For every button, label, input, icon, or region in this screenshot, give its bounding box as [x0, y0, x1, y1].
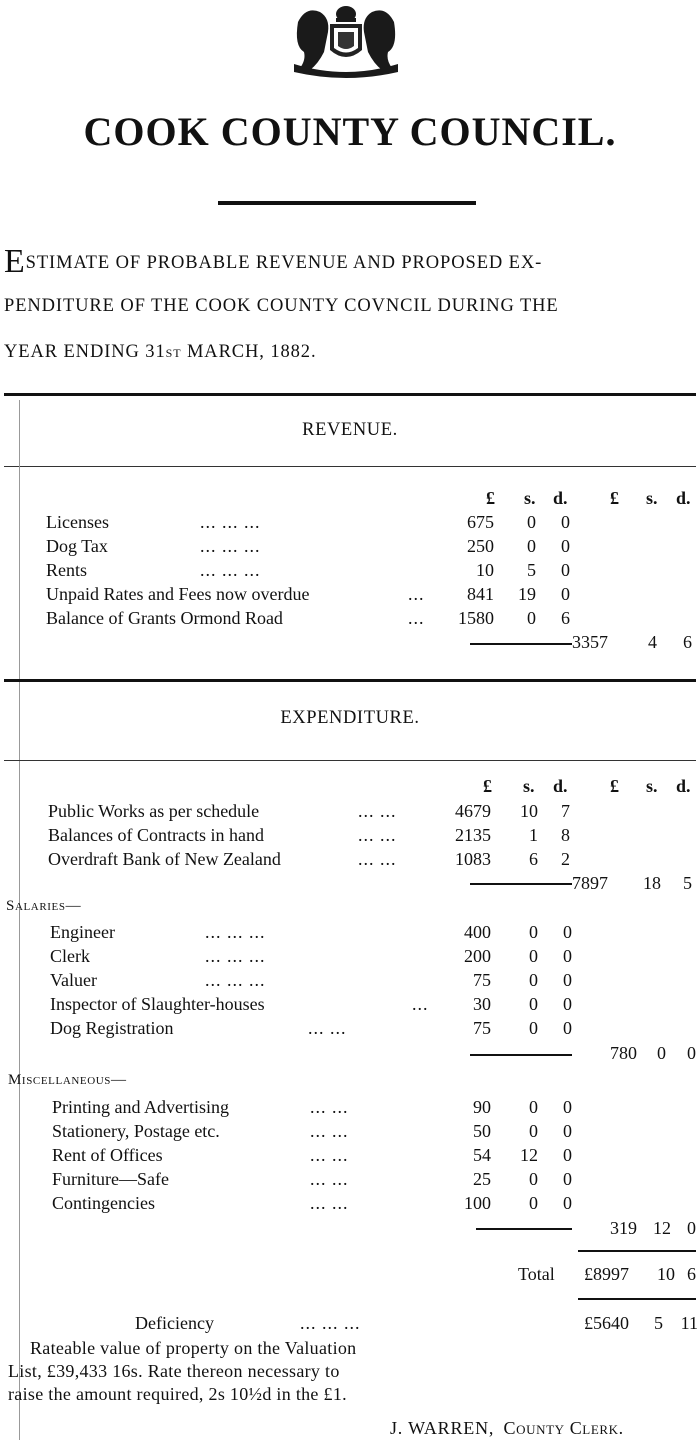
salaries-item-pounds: 75 [473, 970, 491, 990]
salaries-heading [0, 898, 700, 922]
salaries-item-pounds: 200 [464, 946, 491, 966]
salaries-row [0, 922, 700, 946]
revenue-total-pence: 6 [683, 632, 692, 652]
misc-item-dots: ... ... [310, 1193, 349, 1213]
misc-item-dots: ... ... [310, 1145, 349, 1165]
expenditure-item-pounds: 4679 [455, 801, 491, 821]
salaries-row [0, 970, 700, 994]
revenue-item-dots: ... ... ... [200, 536, 261, 556]
salaries-item-pounds: 75 [473, 1018, 491, 1038]
misc-row [0, 1193, 700, 1217]
shillings-header-total: s. [646, 776, 658, 796]
misc-row [0, 1145, 700, 1169]
pence-header-total: d. [676, 488, 691, 508]
salaries-row [0, 994, 700, 1018]
salaries-item-shillings: 0 [529, 1018, 538, 1038]
expenditure-item-pence: 7 [561, 801, 570, 821]
section-divider [4, 679, 696, 682]
misc-item-shillings: 12 [520, 1145, 538, 1165]
misc-item-dots: ... ... [310, 1121, 349, 1141]
misc-row [0, 1169, 700, 1193]
misc-item-dots: ... ... [310, 1169, 349, 1189]
salaries-item-pence: 0 [563, 970, 572, 990]
misc-item-pence: 0 [563, 1145, 572, 1165]
pounds-header-total: £ [610, 776, 619, 796]
revenue-item-label: Dog Tax [46, 536, 108, 556]
revenue-item-pence: 6 [561, 608, 570, 628]
misc-item-pence: 0 [563, 1097, 572, 1117]
revenue-item-shillings: 5 [527, 560, 536, 580]
header-rule [4, 760, 696, 761]
revenue-item-label: Balance of Grants Ormond Road [46, 608, 283, 628]
intro-line-3 [4, 342, 696, 363]
misc-item-pence: 0 [563, 1121, 572, 1141]
misc-item-pounds: 25 [473, 1169, 491, 1189]
misc-item-shillings: 0 [529, 1121, 538, 1141]
misc-item-pence: 0 [563, 1193, 572, 1213]
revenue-item-dots: ... ... ... [200, 512, 261, 532]
salaries-item-pence: 0 [563, 946, 572, 966]
intro-line-3-end: MARCH, 1882. [181, 342, 317, 362]
salaries-item-label: Valuer [50, 970, 97, 990]
salaries-item-pence: 0 [563, 922, 572, 942]
misc-item-pounds: 50 [473, 1121, 491, 1141]
deficiency-rule [578, 1298, 696, 1300]
deficiency-dots: ... ... ... [300, 1313, 361, 1333]
royal-coat-of-arms-icon [276, 2, 416, 78]
grand-total-shillings: 10 [657, 1264, 675, 1284]
salaries-row [0, 1018, 700, 1042]
salaries-total-pounds: 780 [610, 1043, 637, 1063]
miscellaneous-heading [0, 1072, 700, 1096]
pence-header: d. [553, 488, 568, 508]
revenue-total-row [0, 632, 700, 656]
expenditure-item-label: Balances of Contracts in hand [48, 825, 264, 845]
salaries-row [0, 946, 700, 970]
grand-total-pence: 6 [687, 1264, 696, 1284]
revenue-item-label: Rents [46, 560, 88, 580]
shillings-header: s. [524, 488, 536, 508]
header-rule [4, 466, 696, 467]
deficiency-shillings: 5 [654, 1313, 663, 1333]
revenue-item-label: Licenses [46, 512, 109, 532]
footer-line-1: Rateable value of property on the Valuation [30, 1338, 357, 1358]
revenue-item-pounds: 1580 [458, 608, 494, 628]
revenue-heading: REVENUE. [302, 420, 398, 440]
expenditure-item-dots: ... ... [358, 825, 397, 845]
deficiency-label: Deficiency [135, 1313, 214, 1333]
misc-item-label: Contingencies [52, 1193, 155, 1213]
grand-total-rule [578, 1250, 696, 1252]
pence-header: d. [553, 776, 568, 796]
salaries-item-dots: ... ... ... [205, 970, 266, 990]
deficiency-pounds: £5640 [584, 1313, 629, 1333]
expenditure-item-pounds: 1083 [455, 849, 491, 869]
pounds-header: £ [486, 488, 495, 508]
salaries-item-dots: ... ... [308, 1018, 347, 1038]
shillings-header: s. [523, 776, 535, 796]
title-underline [218, 201, 476, 205]
grand-total-row [0, 1264, 700, 1288]
salaries-item-dots: ... ... ... [205, 922, 266, 942]
footer-line-2: List, £39,433 16s. Rate thereon necessary to [8, 1361, 340, 1381]
expenditure-item-pence: 2 [561, 849, 570, 869]
revenue-row [0, 512, 700, 536]
expenditure-item-dots: ... ... [358, 801, 397, 821]
revenue-row [0, 608, 700, 632]
misc-row [0, 1121, 700, 1145]
expenditure-item-shillings: 1 [529, 825, 538, 845]
revenue-row [0, 536, 700, 560]
misc-total-pounds: 319 [610, 1218, 637, 1238]
deficiency-row [0, 1313, 700, 1337]
works-subtotal-shillings: 18 [643, 873, 661, 893]
revenue-item-dots: ... [408, 584, 425, 604]
salaries-total-row [0, 1043, 700, 1067]
misc-item-label: Rent of Offices [52, 1145, 163, 1165]
expenditure-row [0, 849, 700, 873]
pounds-header-total: £ [610, 488, 619, 508]
intro-line-2: PENDITURE OF THE COOK COUNTY COVNCIL DURING THE [4, 296, 559, 316]
misc-item-dots: ... ... [310, 1097, 349, 1117]
revenue-row [0, 560, 700, 584]
misc-total-row [0, 1218, 700, 1242]
salaries-item-dots: ... [412, 994, 429, 1014]
intro-line-1-text: STIMATE OF PROBABLE REVENUE AND PROPOSED EX- [25, 253, 543, 273]
document-title: COOK COUNTY COUNCIL. [83, 109, 617, 154]
salaries-item-label: Clerk [50, 946, 90, 966]
salaries-item-pence: 0 [563, 994, 572, 1014]
salaries-item-shillings: 0 [529, 970, 538, 990]
intro-line-1 [4, 243, 696, 280]
salaries-item-label: Inspector of Slaughter-houses [50, 994, 265, 1014]
salaries-item-shillings: 0 [529, 946, 538, 966]
revenue-item-pence: 0 [561, 512, 570, 532]
salaries-item-pounds: 30 [473, 994, 491, 1014]
revenue-item-shillings: 0 [527, 536, 536, 556]
revenue-item-pounds: 250 [467, 536, 494, 556]
salaries-total-shillings: 0 [657, 1043, 666, 1063]
misc-item-pence: 0 [563, 1169, 572, 1189]
clerk-title: County Clerk. [503, 1418, 624, 1438]
pence-header-total: d. [676, 776, 691, 796]
miscellaneous-heading-text: Miscellaneous— [8, 1072, 127, 1088]
misc-item-label: Printing and Advertising [52, 1097, 229, 1117]
grand-total-label: Total [518, 1264, 555, 1284]
revenue-total-shillings: 4 [648, 632, 657, 652]
ordinal-suffix: ST [165, 346, 182, 360]
revenue-item-pounds: 841 [467, 584, 494, 604]
misc-item-shillings: 0 [529, 1097, 538, 1117]
revenue-total-pounds: 3357 [572, 632, 608, 652]
revenue-item-dots: ... [408, 608, 425, 628]
grand-total-pounds: £8997 [584, 1264, 629, 1284]
expenditure-row [0, 801, 700, 825]
revenue-item-shillings: 19 [518, 584, 536, 604]
revenue-item-pounds: 10 [476, 560, 494, 580]
misc-item-label: Stationery, Postage etc. [52, 1121, 220, 1141]
salaries-item-label: Engineer [50, 922, 115, 942]
salaries-item-shillings: 0 [529, 994, 538, 1014]
section-divider [4, 393, 696, 396]
revenue-item-shillings: 0 [527, 608, 536, 628]
salaries-total-pence: 0 [687, 1043, 696, 1063]
misc-item-shillings: 0 [529, 1193, 538, 1213]
salaries-heading-text: Salaries— [6, 898, 82, 914]
misc-item-label: Furniture—Safe [52, 1169, 169, 1189]
misc-item-pounds: 54 [473, 1145, 491, 1165]
salaries-item-shillings: 0 [529, 922, 538, 942]
revenue-item-pence: 0 [561, 536, 570, 556]
works-subtotal-pounds: 7897 [572, 873, 608, 893]
deficiency-pence: 11 [680, 1313, 698, 1333]
drop-cap: E [4, 243, 26, 280]
misc-item-pounds: 100 [464, 1193, 491, 1213]
revenue-column-headers [0, 488, 700, 512]
expenditure-column-headers [0, 776, 700, 800]
salaries-item-label: Dog Registration [50, 1018, 174, 1038]
footer-line-3: raise the amount required, 2s 10½d in the £1. [8, 1384, 347, 1404]
signature [390, 1418, 624, 1439]
expenditure-item-label: Public Works as per schedule [48, 801, 260, 821]
salaries-item-pence: 0 [563, 1018, 572, 1038]
clerk-name: J. WARREN, [390, 1418, 495, 1438]
works-subtotal-row [0, 873, 700, 897]
revenue-item-pounds: 675 [467, 512, 494, 532]
expenditure-heading: EXPENDITURE. [280, 708, 420, 728]
misc-row [0, 1097, 700, 1121]
expenditure-item-shillings: 10 [520, 801, 538, 821]
revenue-item-pence: 0 [561, 560, 570, 580]
salaries-item-dots: ... ... ... [205, 946, 266, 966]
expenditure-item-dots: ... ... [358, 849, 397, 869]
works-subtotal-pence: 5 [683, 873, 692, 893]
salaries-item-pounds: 400 [464, 922, 491, 942]
expenditure-item-pence: 8 [561, 825, 570, 845]
expenditure-row [0, 825, 700, 849]
misc-item-pounds: 90 [473, 1097, 491, 1117]
revenue-item-dots: ... ... ... [200, 560, 261, 580]
intro-line-3-text: YEAR ENDING 31 [4, 342, 166, 362]
misc-total-pence: 0 [687, 1218, 696, 1238]
revenue-item-shillings: 0 [527, 512, 536, 532]
misc-total-shillings: 12 [653, 1218, 671, 1238]
misc-item-shillings: 0 [529, 1169, 538, 1189]
revenue-item-pence: 0 [561, 584, 570, 604]
expenditure-item-shillings: 6 [529, 849, 538, 869]
expenditure-item-label: Overdraft Bank of New Zealand [48, 849, 281, 869]
pounds-header: £ [483, 776, 492, 796]
revenue-item-label: Unpaid Rates and Fees now overdue [46, 584, 310, 604]
expenditure-item-pounds: 2135 [455, 825, 491, 845]
shillings-header-total: s. [646, 488, 658, 508]
revenue-row [0, 584, 700, 608]
